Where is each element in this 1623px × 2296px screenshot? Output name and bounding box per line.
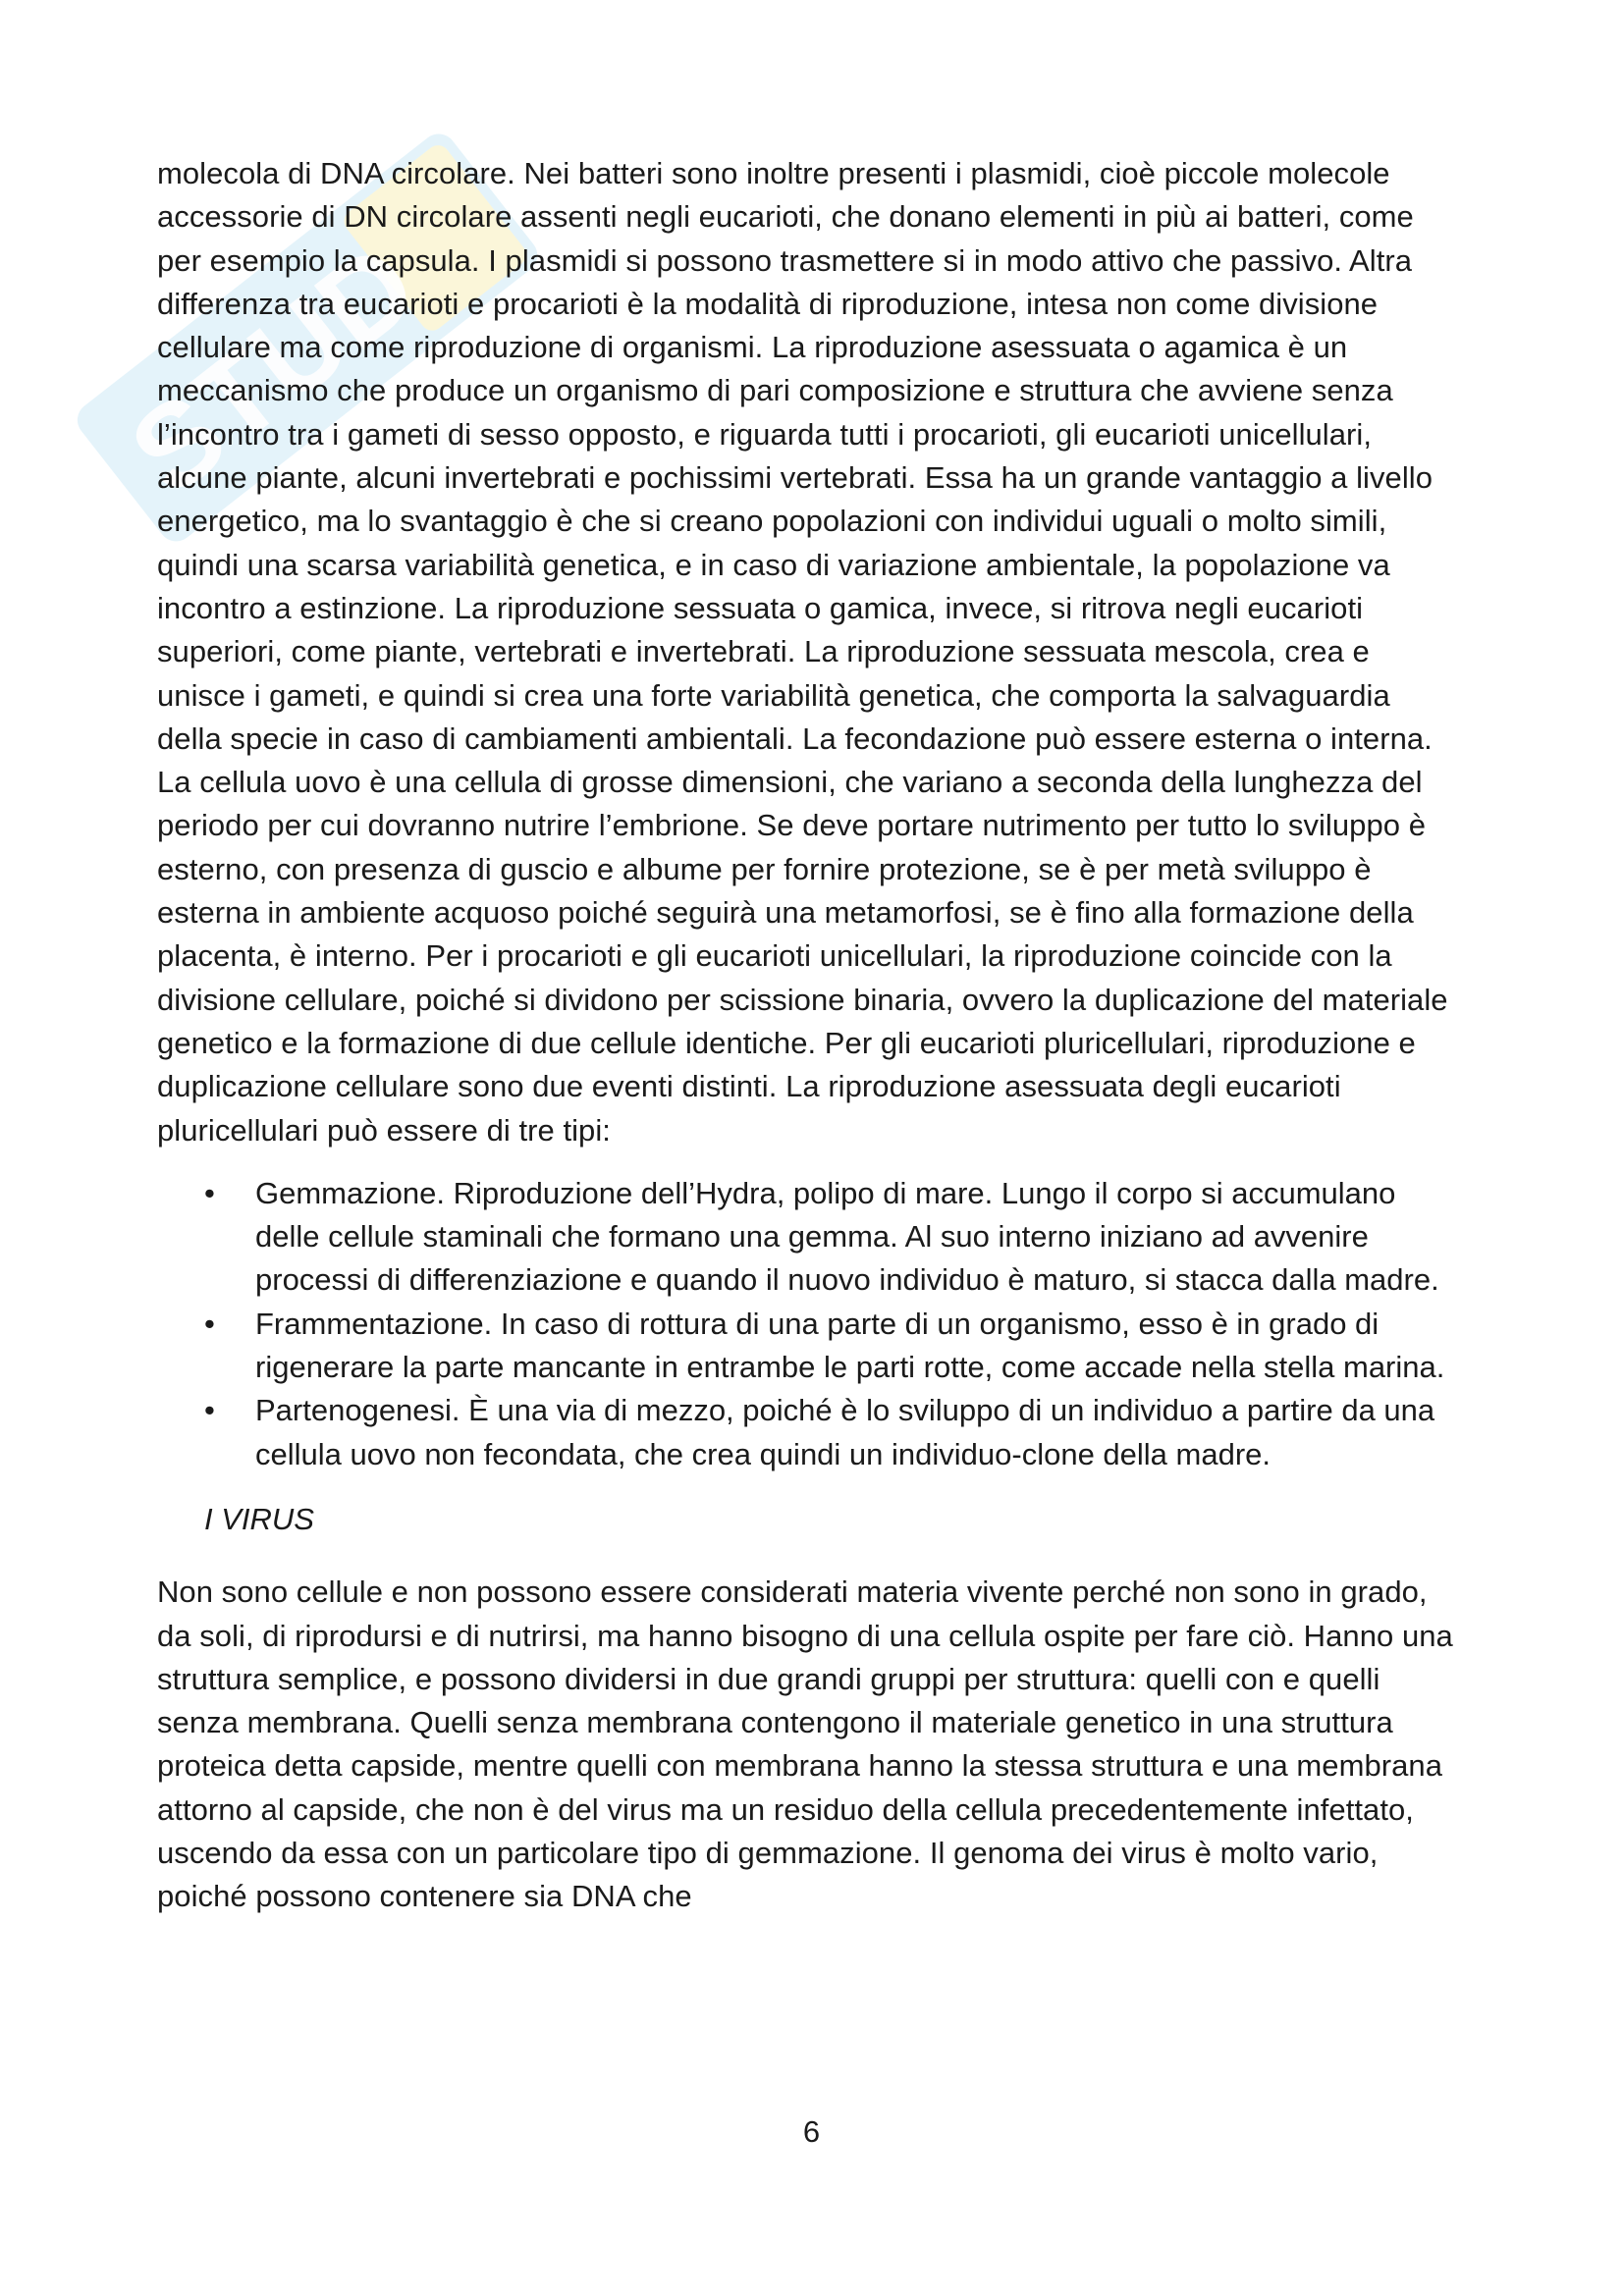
list-item: • Partenogenesi. È una via di mezzo, poiché è lo sviluppo di un individuo a partire da una cellula uovo non fecondata, che crea quindi un individuo-clone della madre. [157, 1389, 1463, 1476]
section-heading: I VIRUS [204, 1501, 314, 1536]
page-number: 6 [802, 2114, 821, 2149]
document-page [157, 152, 1463, 1919]
reproduction-types-list [157, 1172, 1463, 1476]
list-item: • Gemmazione. Riproduzione dell’Hydra, polipo di mare. Lungo il corpo si accumulano delle cellule staminali che formano una gemma. Al suo interno iniziano ad avvenire processi di differenziazione e quando il nuovo individuo è maturo, si stacca dalla madre. [157, 1172, 1463, 1303]
svg-text:STUD: STUD [106, 218, 441, 520]
body-paragraph-1: molecola di DNA circolare. Nei batteri sono inoltre presenti i plasmidi, cioè piccole molecole accessorie di DN circolare assenti negli eucarioti, che donano elementi in più ai batteri, come per esempio la capsula. I plasmidi si possono trasmettere si in modo attivo che passivo. Altra differenza tra eucarioti e procarioti è la modalità di riproduzione, intesa non come divisione cellulare ma come riproduzione di organismi. La riproduzione asessuata o agamica è un meccanismo che produce un organismo di pari composizione e struttura che avviene senza l’incontro tra i gameti di sesso opposto, e riguarda tutti i procarioti, gli eucarioti unicellulari, alcune piante, alcuni invertebrati e pochissimi vertebrati. Essa ha un grande vantaggio a livello energetico, ma lo svantaggio è che si creano popolazioni con individui uguali o molto simili, quindi una scarsa variabilità genetica, e in caso di variazione ambientale, la popolazione va incontro a estinzione. La riproduzione sessuata o gamica, invece, si ritrova negli eucarioti superiori, come piante, vertebrati e invertebrati. La riproduzione sessuata mescola, crea e unisce i gameti, e quindi si crea una forte variabilità genetica, che comporta la salvaguardia della specie in caso di cambiamenti ambientali. La fecondazione può essere esterna o interna. La cellula uovo è una cellula di grosse dimensioni, che variano a seconda della lunghezza del periodo per cui dovranno nutrire l’embrione. Se deve portare nutrimento per tutto lo sviluppo è esterno, con presenza di guscio e albume per fornire protezione, se è per metà sviluppo è esterna in ambiente acquoso poiché seguirà una metamorfosi, se è fino alla formazione della placenta, è interno. Per i procarioti e gli eucarioti unicellulari, la riproduzione coincide con la divisione cellulare, poiché si dividono per scissione binaria, ovvero la duplicazione del materiale genetico e la formazione di due cellule identiche. Per gli eucarioti pluricellulari, riproduzione e duplicazione cellulare sono due eventi distinti. La riproduzione asessuata degli eucarioti pluricellulari può essere di tre tipi: [157, 156, 1448, 1148]
body-paragraph-2: Non sono cellule e non possono essere considerati materia vivente perché non sono in grado, da soli, di riprodursi e di nutrirsi, ma hanno bisogno di una cellula ospite per fare ciò. Hanno una struttura semplice, e possono dividersi in due grandi gruppi per struttura: quelli con e quelli senza membrana. Quelli senza membrana contengono il materiale genetico in una struttura proteica detta capside, mentre quelli con membrana hanno la stessa struttura e una membrana attorno al capside, che non è del virus ma un residuo della cellula precedentemente infettato, uscendo da essa con un particolare tipo di gemmazione. Il genoma dei virus è molto vario, poiché possono contenere sia DNA che [157, 1575, 1453, 1914]
list-item: • Frammentazione. In caso di rottura di una parte di un organismo, esso è in grado di rigenerare la parte mancante in entrambe le parti rotte, come accade nella stella marina. [157, 1303, 1463, 1390]
